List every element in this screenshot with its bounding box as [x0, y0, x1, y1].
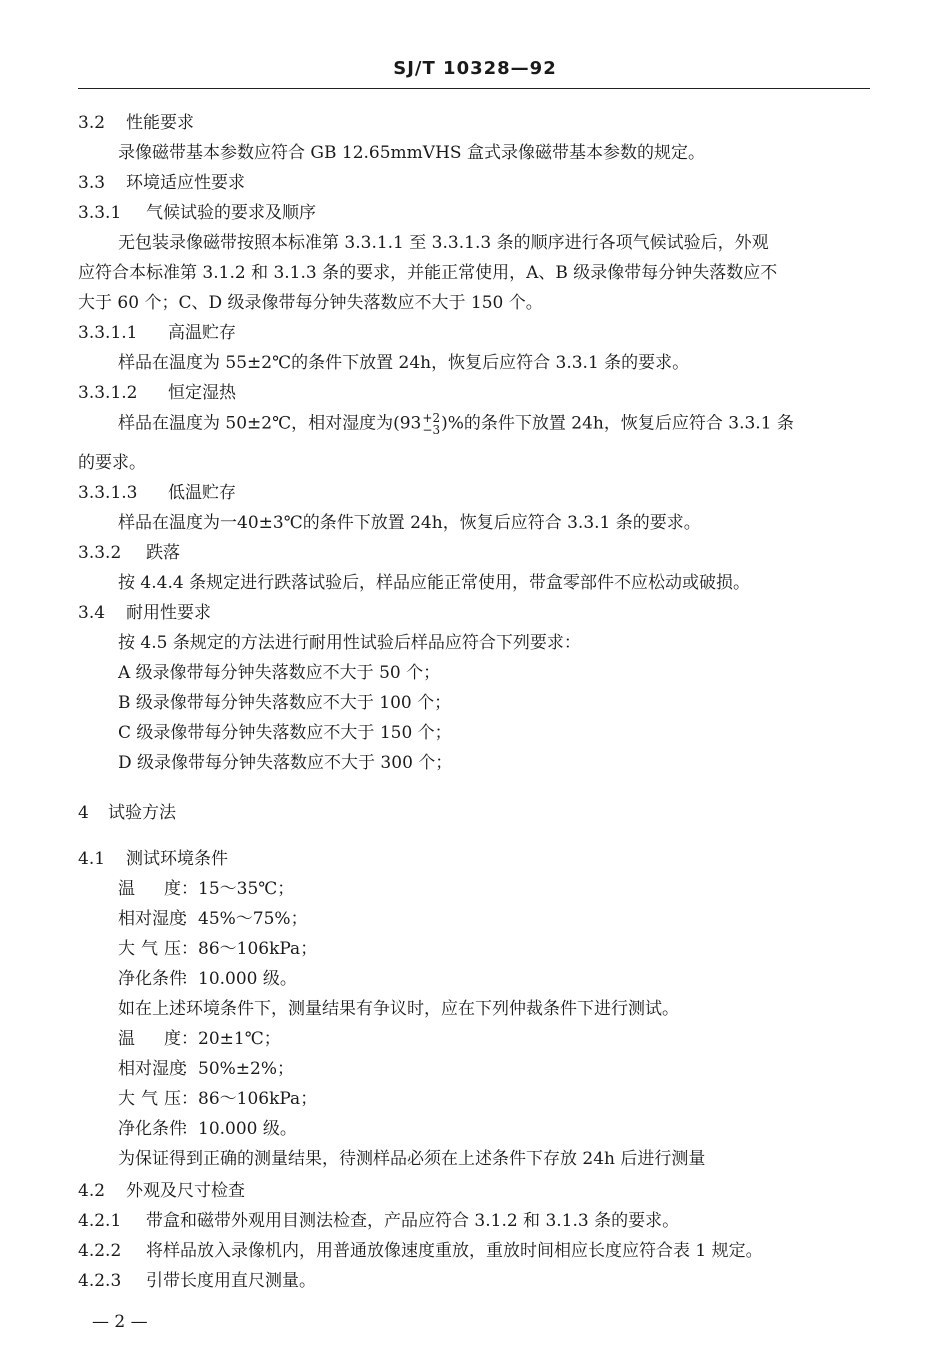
- section-3-4-heading: 3.4 耐用性要求: [78, 603, 211, 623]
- section-3-3-2-text: 按 4.4.4 条规定进行跌落试验后，样品应能正常使用，带盒零部件不应松动或破损。: [118, 573, 751, 593]
- section-3-4-intro: 按 4.5 条规定的方法进行耐用性试验后样品应符合下列要求：: [118, 633, 581, 653]
- section-3-3-1-2-cont: 的要求。: [78, 453, 146, 473]
- section-3-3-1-1-heading: 3.3.1.1 高温贮存: [78, 323, 236, 343]
- storage-text: 为保证得到正确的测量结果，待测样品必须在上述条件下存放 24h 后进行测量: [118, 1149, 706, 1169]
- section-3-3-1-line3: 大于 60 个；C、D 级录像带每分钟失落数应不大于 150 个。: [78, 293, 543, 313]
- condition-row: 温度：20±1℃；: [118, 1029, 281, 1049]
- page-number: — 2 —: [92, 1312, 148, 1332]
- condition-row: 相对湿度：50%±2%；: [118, 1059, 294, 1079]
- section-3-3-1-line2: 应符合本标准第 3.1.2 和 3.1.3 条的要求，并能正常使用，A、B 级录像带每分钟失落数应不: [78, 263, 778, 283]
- humidity-tolerance: +2 −3: [422, 411, 441, 437]
- section-4-2-heading: 4.2 外观及尺寸检查: [78, 1181, 245, 1201]
- header-rule: [78, 88, 870, 89]
- list-item: D 级录像带每分钟失落数应不大于 300 个；: [118, 753, 453, 773]
- section-3-3-1-heading: 3.3.1 气候试验的要求及顺序: [78, 203, 316, 223]
- section-4-1-heading: 4.1 测试环境条件: [78, 849, 228, 869]
- condition-row: 相对湿度：45%～75%；: [118, 909, 308, 929]
- section-3-3-heading: 3.3 环境适应性要求: [78, 173, 245, 193]
- section-4-2-3: 4.2.3 引带长度用直尺测量。: [78, 1271, 316, 1291]
- list-item: C 级录像带每分钟失落数应不大于 150 个；: [118, 723, 452, 743]
- section-3-3-1-1-text: 样品在温度为 55±2℃的条件下放置 24h，恢复后应符合 3.3.1 条的要求。: [118, 353, 690, 373]
- section-3-2-heading: 3.2 性能要求: [78, 113, 194, 133]
- condition-row: 净化条件：10.000 级。: [118, 1119, 297, 1139]
- list-item: B 级录像带每分钟失落数应不大于 100 个；: [118, 693, 452, 713]
- section-3-3-1-line1: 无包装录像磁带按照本标准第 3.3.1.1 至 3.3.1.3 条的顺序进行各项气候试验后，外观: [118, 233, 769, 253]
- condition-row: 大气压：86～106kPa；: [118, 939, 318, 959]
- section-3-3-1-2-text: 样品在温度为 50±2℃，相对湿度为(93 +2 −3 )%的条件下放置 24h，恢复后应符合 3.3.1 条: [118, 411, 794, 437]
- section-3-3-1-2-heading: 3.3.1.2 恒定湿热: [78, 383, 236, 403]
- condition-row: 净化条件：10.000 级。: [118, 969, 297, 989]
- section-4-heading: 4 试验方法: [78, 803, 176, 823]
- document-number: SJ/T 10328—92: [393, 58, 557, 79]
- section-3-3-1-3-text: 样品在温度为一40±3℃的条件下放置 24h，恢复后应符合 3.3.1 条的要求。: [118, 513, 701, 533]
- section-3-3-1-3-heading: 3.3.1.3 低温贮存: [78, 483, 236, 503]
- list-item: A 级录像带每分钟失落数应不大于 50 个；: [118, 663, 441, 683]
- condition-row: 大气压：86～106kPa；: [118, 1089, 318, 1109]
- section-4-2-2: 4.2.2 将样品放入录像机内，用普通放像速度重放，重放时间相应长度应符合表 1 规定。: [78, 1241, 763, 1261]
- section-4-2-1: 4.2.1 带盒和磁带外观用目测法检查，产品应符合 3.1.2 和 3.1.3 条的要求。: [78, 1211, 680, 1231]
- section-3-3-2-heading: 3.3.2 跌落: [78, 543, 180, 563]
- condition-row: 温度：15～35℃；: [118, 879, 295, 899]
- dispute-text: 如在上述环境条件下，测量结果有争议时，应在下列仲裁条件下进行测试。: [118, 999, 679, 1019]
- section-3-2-text: 录像磁带基本参数应符合 GB 12.65mmVHS 盒式录像磁带基本参数的规定。: [118, 143, 705, 163]
